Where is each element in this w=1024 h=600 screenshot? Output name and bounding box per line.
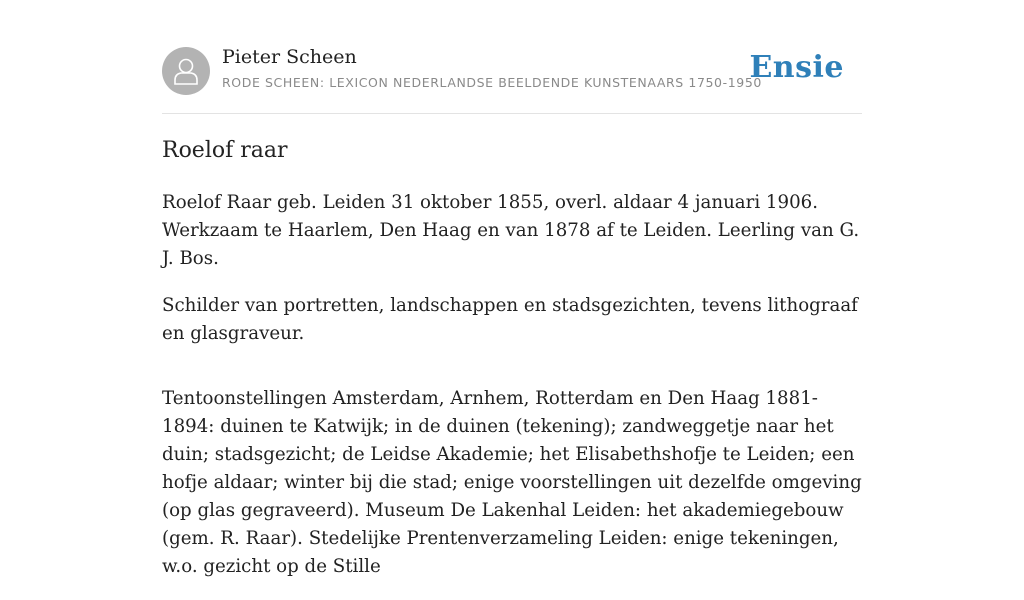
paragraph: Schilder van portretten, landschappen en stadsgezichten, tevens lithograaf en glasgraveur. [162,295,858,344]
source-title[interactable]: RODE SCHEEN: LEXICON NEDERLANDSE BEELDENDE KUNSTENAARS 1750-1950 [222,75,762,90]
author-avatar[interactable] [162,47,210,95]
article-card [162,0,862,577]
ensie-logo[interactable]: Ensie [749,50,844,85]
user-icon [172,56,200,86]
paragraph: Tentoonstellingen Amsterdam, Arnhem, Rotterdam en Den Haag 1881-1894: duinen te Katwijk; in de duinen (tekening); zandweggetje naar het duin; stadsgezicht; de Leidse Akademie; het Elisabethshofje te Leiden; een hofje aldaar; winter bij die stad; enige voorstellingen uit dezelfde omgeving (op glas gegraveerd). Museum De Lakenhal Leiden: het akademiegebouw (gem. R. Raar). Stedelijke Prentenverzameling Leiden: enige tekeningen, w.o. gezicht op de Stille [162,388,862,577]
article-header [162,0,862,114]
article-body [162,189,862,600]
paragraph: Roelof Raar geb. Leiden 31 oktober 1855, overl. aldaar 4 januari 1906. Werkzaam te Haarlem, Den Haag en van 1878 af te Leiden. Leerling van G. J. Bos. [162,192,860,269]
author-name[interactable]: Pieter Scheen [222,46,357,68]
article-title: Roelof raar [162,138,288,163]
